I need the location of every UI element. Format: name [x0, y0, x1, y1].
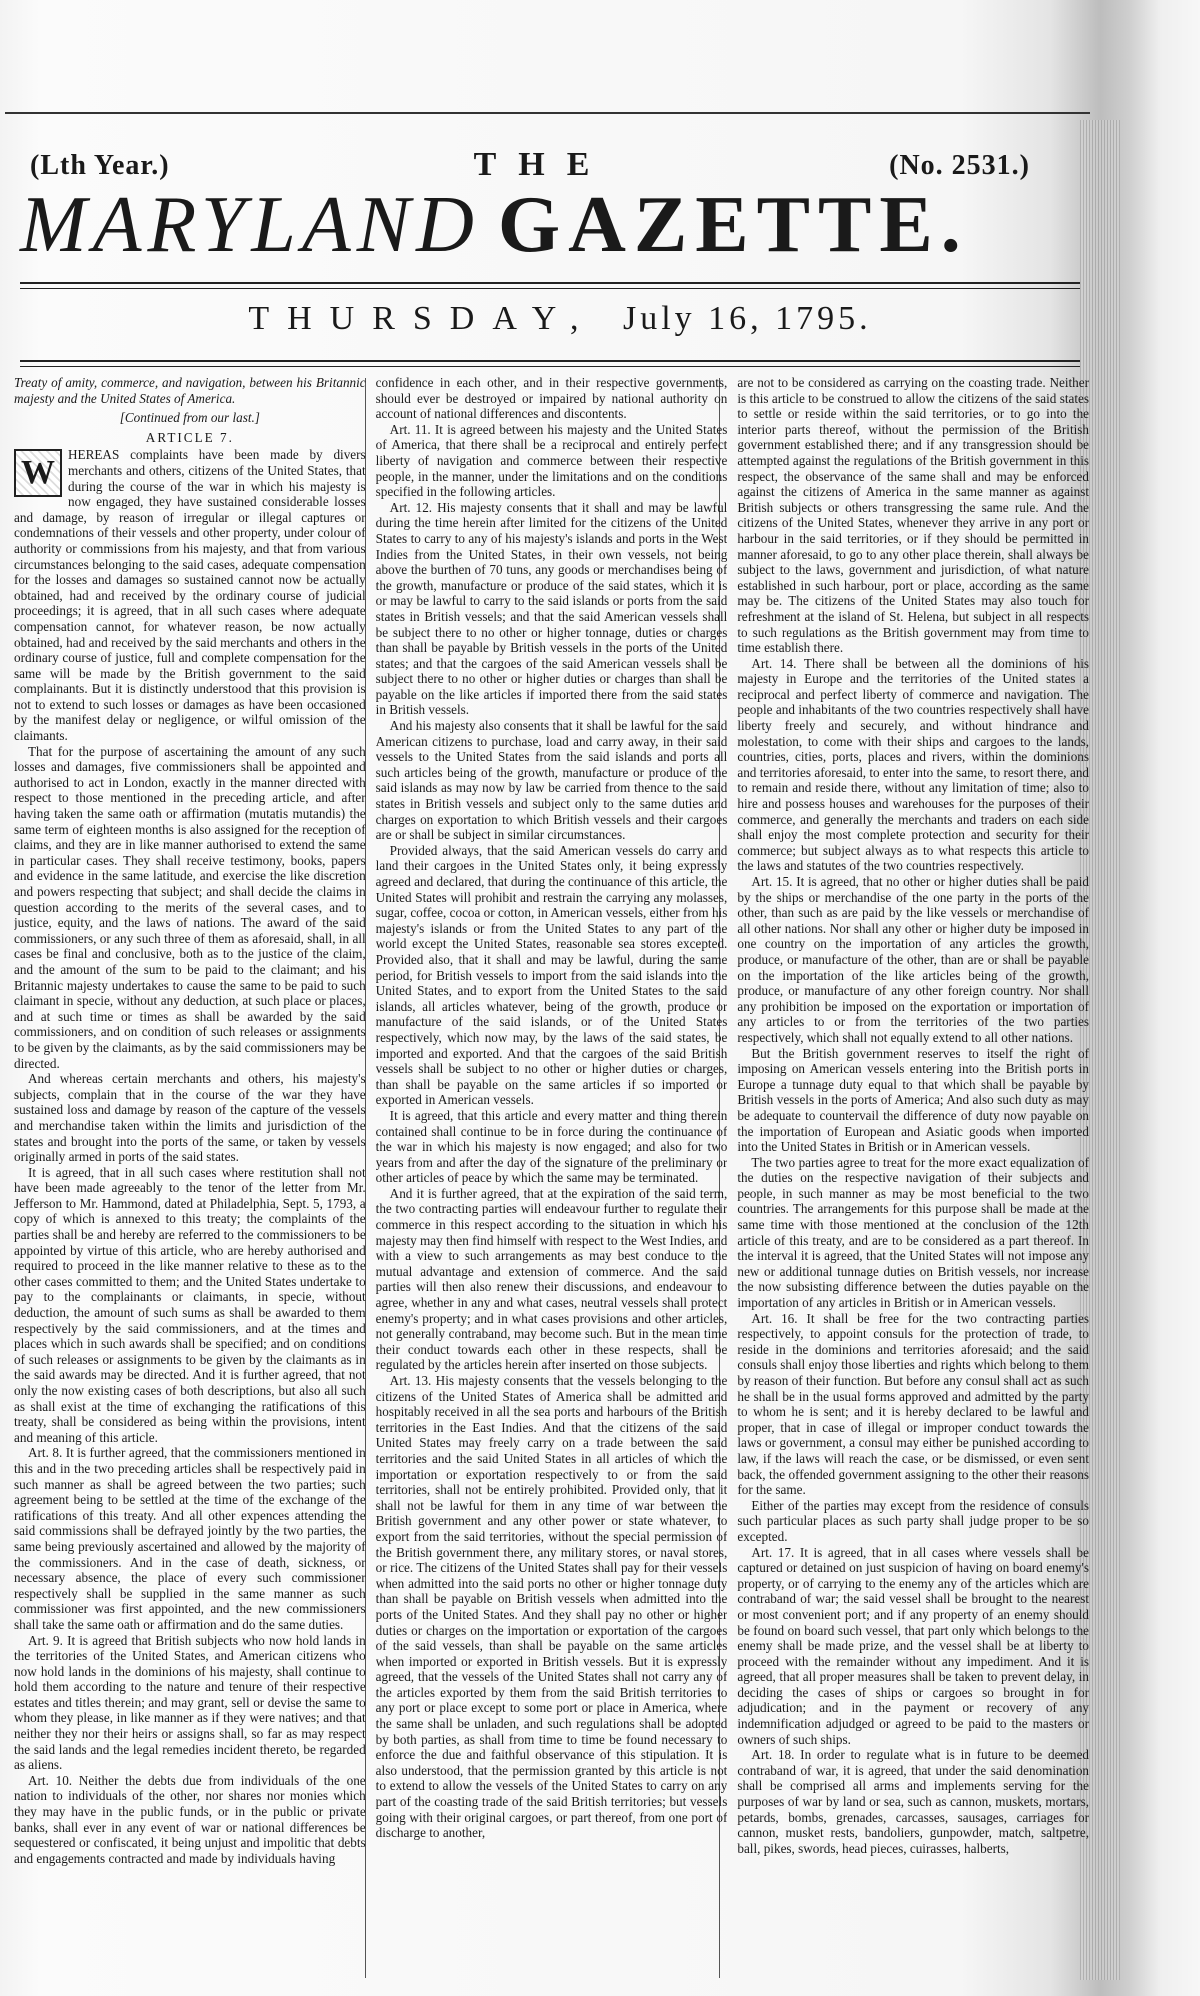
- paragraph: are not to be considered as carrying on the coasting trade. Neither is this article to be construed to allow the citizens of the said states to settle or reside within the said territories, or to go into the interior parts thereof, without the permission of the British government established there; and if any transgression should be attempted against the regulations of the British government in this respect, the observance of the same shall and may be enforced against the citizens of America in the same manner as against British subjects or others transgressing the same rule. And the citizens of the United States, whenever they arrive in any port or harbour in the said territories, or if they should be permitted in manner aforesaid, to go to any other place therein, shall always be subject to the laws, government and jurisdiction, of what nature established in such harbour, port or place, according as the same may be. The citizens of the United States may also touch for refreshment at the island of St. Helena, but subject in all respects to such regulations as the British government may from time to time establish there.: [737, 375, 1090, 656]
- paragraph-text: HEREAS complaints have been made by divers merchants and others, citizens of the United States, that during the course of the war in which his majesty is now engaged, they have sustained considerable losses and damage, by reason of irregular or illegal captures or condemnations of their vessels and other property, under colour of authority or commissions from his majesty, and that from various circumstances belonging to the said cases, adequate compensation for the losses and damages so sustained cannot now be actually obtained, had and received by the ordinary course of judicial proceedings; it is agreed, that in all such cases where adequate compensation cannot, for whatever reason, be now actually obtained, had and received by the said merchants and others in the ordinary course of justice, full and complete compensation for the same will be made by the British government to the said complainants. But it is distinctly understood that this provision is not to extend to such losses or damages as have been occasioned by the manifest delay or negligence, or wilful omission of the claimants.: [14, 447, 366, 744]
- paragraph: Art. 15. It is agreed, that no other or higher duties shall be paid by the ships or merchandise of the one party in the ports of the other, than such as are paid by the like vessels or merchandise of all other nations. Nor shall any other or higher duty be imposed in one country on the importation of any articles the growth, produce, or manufacture of the other, than are or shall be payable on the importation of the like articles being of the growth, produce, or manufacture of any other foreign country. Nor shall any prohibition be imposed on the exportation or importation of any articles to or from the territories of the two parties respectively, which shall not equally extend to all other nations.: [737, 874, 1090, 1045]
- date-weekday: THURSDAY,: [248, 300, 597, 337]
- masthead-maryland: MARYLAND: [20, 181, 480, 269]
- year-label: (Lth Year.): [30, 150, 170, 181]
- column-1: [14, 375, 366, 1980]
- paragraph: Art. 10. Neither the debts due from individuals of the one nation to individuals of the other, nor shares nor monies which they may have in the public funds, or in the public or private banks, shall ever in any event of war or national differences be sequestered or confiscated, it being unjust and impolitic that debts and engagements contracted and made by individuals having: [14, 1772, 366, 1866]
- paragraph: That for the purpose of ascertaining the amount of any such losses and damages, five commissioners shall be appointed and authorised to act in London, exactly in the manner directed with respect to those mentioned in the preceding article, and after having taken the same oath or affirmation (mutatis mutandis) the same term of eighteen months is also assigned for the reception of claims, and they are in like manner authorised to extend the same in particular cases. They shall receive testimony, books, papers and evidence in the same latitude, and exercise the like discretion and powers respecting that subject; and shall decide the claims in question according to the merits of the several cases, and to justice, equity, and the laws of nations. The award of the said commissioners, or any such three of them as aforesaid, shall, in all cases be final and conclusive, both as to the justice of the claim, and the amount of the sum to be paid to the claimant; and his Britannic majesty undertakes to cause the same to be paid to such claimant in specie, without any deduction, at such place or places, and at such time or times as shall be awarded by the said commissioners, and on condition of such releases or assignments to be given by the claimants, as by the said commissioners may be directed.: [14, 743, 366, 1071]
- paragraph: Art. 18. In order to regulate what is in future to be deemed contraband of war, it is agreed, that under the said denomination shall be comprised all arms and implements serving for the purposes of war by land or sea, such as cannon, muskets, mortars, petards, bombs, grenades, carcasses, sausages, carriages for cannon, musket rests, bandoliers, gunpowder, match, saltpetre, ball, pikes, swords, head pieces, cuirasses, halberts,: [737, 1747, 1090, 1856]
- masthead-title: [20, 180, 1080, 270]
- article-columns: [14, 375, 1089, 1980]
- dateline-rule-thin: [20, 366, 1080, 367]
- treaty-title: Treaty of amity, commerce, and navigation, between his Britannic majesty and the United States of America.: [14, 375, 366, 406]
- paragraph: And his majesty also consents that it shall be lawful for the said American citizens to purchase, load and carry away, in their said vessels to the United States from the said islands and ports all such articles being of the growth, manufacture or produce of the said islands as may now by law be carried from thence to the said states in British vessels and subject only to the same duties and charges on exportation to which British vessels and their cargoes are or shall be subject in similar circumstances.: [375, 718, 728, 843]
- column-2: [376, 375, 728, 1980]
- paragraph: The two parties agree to treat for the more exact equalization of the duties on the respective navigation of their subjects and people, in such manner as may be most beneficial to the two countries. The arrangements for this purpose shall be made at the same time with those mentioned at the conclusion of the 12th article of this treaty, and are to be considered as a part thereof. In the interval it is agreed, that the United States will not impose any new or additional tunnage duties on British vessels, nor increase the now subsisting difference between the duties payable on the importation of any articles in British or in American vessels.: [737, 1154, 1090, 1311]
- article-heading: ARTICLE 7.: [145, 429, 234, 445]
- paragraph: It is agreed, that this article and every matter and thing therein contained shall continue to be in force during the continuance of the war in which his majesty is now engaged; and also for two years from and after the day of the signature of the preliminary or other articles of peace by which the same may be terminated.: [375, 1107, 728, 1186]
- paragraph: But the British government reserves to itself the right of imposing on American vessels entering into the British ports in Europe a tunnage duty equal to that which shall be payable by British vessels in the ports of America; And also such duty as may be adequate to countervail the difference of duty now payable on the importation of European and Asiatic goods when imported into the United States in British or in American vessels.: [737, 1045, 1090, 1155]
- paragraph: Art. 8. It is further agreed, that the commissioners mentioned in this and in the two preceding articles shall be respectively paid in such manner as shall be agreed between the two parties; such agreement being to be settled at the time of the exchange of the ratifications of this treaty. And all other expences attending the said commissions shall be defrayed jointly by the two parties, the same being previously ascertained and allowed by the majority of the commissioners. And in the case of death, sickness, or necessary absence, the place of every such commissioner respectively shall be supplied in the same manner as such commissioner was first appointed, and the new commissioners shall take the same oath or affirmation and do the same duties.: [14, 1445, 366, 1632]
- paragraph: confidence in each other, and in their respective governments, should ever be destroyed or impaired by national authority on account of national differences and discontents.: [375, 375, 728, 422]
- paragraph: Art. 17. It is agreed, that in all cases where vessels shall be captured or detained on just suspicion of having on board enemy's property, or of carrying to the enemy any of the articles which are contraband of war; the said vessel shall be brought to the nearest or most convenient port; and if any property of an enemy should be found on board such vessel, that part only which belongs to the enemy shall be made prize, and the vessel shall be at liberty to proceed with the remainder without any impediment. And it is agreed, that all proper measures shall be taken to prevent delay, in deciding the cases of ships or cargoes so brought in for adjudication; and in the payment or recovery of any indemnification adjudged or agreed to be paid to the masters or owners of such ships.: [737, 1544, 1090, 1747]
- paragraph: Either of the parties may except from the residence of consuls such particular places as such party shall judge proper to be so excepted.: [737, 1497, 1090, 1544]
- masthead-gazette: GAZETTE.: [497, 181, 969, 269]
- paragraph: Art. 14. There shall be between all the dominions of his majesty in Europe and the territories of the United states a reciprocal and perfect liberty of commerce and navigation. The people and inhabitants of the two countries respectively shall have liberty freely and securely, and without hindrance and molestation, to come with their ships and cargoes to the lands, countries, cities, ports, places and rivers, within the dominions and territories aforesaid, to enter into the same, to resort there, and to remain and reside there, without any limitation of time; also to hire and possess houses and warehouses for the purposes of their commerce, and generally the merchants and traders on each side shall enjoy the most complete protection and security for their commerce; but subject always as to what respects this article to the laws and statutes of the two countries respectively.: [737, 655, 1090, 874]
- paragraph: And whereas certain merchants and others, his majesty's subjects, complain that in the course of the war they have sustained loss and damage by reason of the capture of the vessels and merchandise taken within the limits and jurisdiction of the states and brought into the ports of the same, or taken by vessels originally armed in ports of the said states.: [14, 1071, 366, 1165]
- masthead-rule: [20, 282, 1080, 284]
- paragraph: Art. 9. It is agreed that British subjects who now hold lands in the territories of the United States, and American citizens who now hold lands in the dominions of his majesty, shall continue to hold them according to the nature and tenure of their respective estates and titles therein; and may grant, sell or devise the same to whom they please, in like manner as if they were natives; and that neither they nor their heirs or assigns shall, so far as may respect the said lands and the legal remedies incident thereto, be regarded as aliens.: [14, 1632, 366, 1773]
- paragraph: Provided always, that the said American vessels do carry and land their cargoes in the United States only, it being expressly agreed and declared, that during the continuance of this article, the United States will prohibit and restrain the carrying any molasses, sugar, coffee, cocoa or cotton, in American vessels, either from his majesty's islands or from the United States to any part of the world except the United States, reasonable sea stores excepted. Provided also, that it shall and may be lawful, during the same period, for British vessels to import from the said islands into the United States, and to export from the United States to the said islands, all articles whatever, being of the growth, produce or manufacture of the said islands, or of the United States respectively, which now may, by the laws of the said states, be imported and exported. And that the cargoes of the said British vessels shall be subject to no other or higher duties or charges, than shall be payable on the same articles if so imported or exported in American vessels.: [375, 842, 728, 1108]
- paragraph: Art. 11. It is agreed between his majesty and the United States of America, that there shall be a reciprocal and entirely perfect liberty of navigation and commerce between their respective people, in the manner, under the limitations and on the conditions specified in the following articles.: [375, 421, 728, 500]
- paragraph: Art. 13. His majesty consents that the vessels belonging to the citizens of the United States of America shall be admitted and hospitably received in all the sea ports and harbours of the British territories in the East Indies. And that the citizens of the said United States may freely carry on a trade between the said territories and the said United States in all articles of which the importation or exportation respectively to or from the said territories, shall not be entirely prohibited. Provided only, that it shall not be lawful for them in any time of war between the British government and any other power or state whatever, to export from the said territories, without the special permission of the British government there, any military stores, or naval stores, or rice. The citizens of the United States shall pay for their vessels when admitted into the said ports no other or higher tonnage duty than shall be payable on British vessels when admitted into the ports of the United States. And they shall pay no other or higher duties or charges on the importation or exportation of the cargoes of the said vessels, than shall be payable on the same articles when imported or exported in British vessels. But it is expressly agreed, that the vessels of the United States shall not carry any of the articles exported by them from the said British territories to any port or place except to some port or place in America, where the same shall be unladen, and such regulations shall be adopted by both parties, as shall from time to time be found necessary to enforce the due and faithful observance of this stipulation. It is also understood, that the permission granted by this article is not to extend to allow the vessels of the United States to carry on any part of the coasting trade of the said British territories; but vessels going with their original cargoes, or part thereof, from one port of discharge to another,: [375, 1373, 728, 1841]
- paragraph: Art. 12. His majesty consents that it shall and may be lawful during the time herein after limited for the citizens of the United States to carry to any of his majesty's islands and ports in the West Indies from the United States, in their own vessels, not being above the burthen of 70 tuns, any goods or merchandises being of the growth, manufacture or produce of the said states, which it is or may be lawful to carry to the said islands or ports from the said states in British vessels; and that the said American vessels shall be subject there to no other or higher tonnage, duties or charges than shall be payable by British vessels in the ports of the United states; and that the cargoes of the said American vessels shall be subject there to no other or higher duties or charges than shall be payable on the like articles if imported there from the said states in British vessels.: [375, 499, 728, 718]
- paragraph: [14, 447, 366, 743]
- paragraph: Art. 16. It shall be free for the two contracting parties respectively, to appoint consuls for the protection of trade, to reside in the dominions and territories aforesaid; and the said consuls shall enjoy those liberties and rights which belong to them by reason of their function. But before any consul shall act as such he shall be in the usual forms approved and admitted by the party to whom he is sent; and it is hereby declared to be lawful and proper, that in case of illegal or improper conduct towards the laws or government, a consul may either be punished according to law, if the laws will reach the case, or be dismissed, or even sent back, the offended government assigning to the other their reasons for the same.: [737, 1310, 1090, 1498]
- dateline-rule: [20, 360, 1080, 362]
- paragraph: And it is further agreed, that at the expiration of the said term, the two contracting parties will endeavour further to regulate their commerce in this respect according to the situation in which his majesty may then find himself with respect to the West Indies, and with a view to such arrangements as may best conduce to the mutual advantage and extension of commerce. And the said parties will then also renew their discussions, and endeavour to agree, whether in any and what cases, neutral vessels shall protect enemy's property; and in what cases provisions and other articles, not generally contraband, may become such. But in the mean time their conduct towards each other in these respects, shall be regulated by the articles herein after inserted on those subjects.: [375, 1185, 728, 1373]
- paragraph: It is agreed, that in all such cases where restitution shall not have been made agreeably to the tenor of the letter from Mr. Jefferson to Mr. Hammond, dated at Philadelphia, Sept. 5, 1793, a copy of which is annexed to this treaty; the complaints of the parties shall be and hereby are referred to the commissioners to be appointed by virtue of this article, who are hereby authorised and required to proceed in the like manner relative to these as to the other cases committed to them; and the United States undertake to pay to the complainants or claimants, in specie, without deduction, the amount of such sums as shall be awarded to them respectively by the said commissioners, and at the times and places which in such awards shall be specified; and on conditions of such releases or assignments to be given by the claimants as in the said awards may be directed. And it is further agreed, that not only the now existing cases of both descriptions, but also all such as shall exist at the time of exchanging the ratifications of this treaty, shall be considered as being within the provisions, intent and meaning of this article.: [14, 1164, 366, 1445]
- continued-note: [Continued from our last.]: [119, 410, 260, 426]
- issue-number: (No. 2531.): [889, 150, 1030, 181]
- drop-cap-letter: W: [14, 449, 62, 497]
- dateline: [60, 300, 1060, 338]
- masthead-the: THE: [473, 146, 612, 183]
- date-text: July 16, 1795.: [622, 300, 872, 337]
- column-3: [737, 375, 1089, 1980]
- masthead-rule-thin: [20, 288, 1080, 289]
- top-rule: [5, 112, 1090, 114]
